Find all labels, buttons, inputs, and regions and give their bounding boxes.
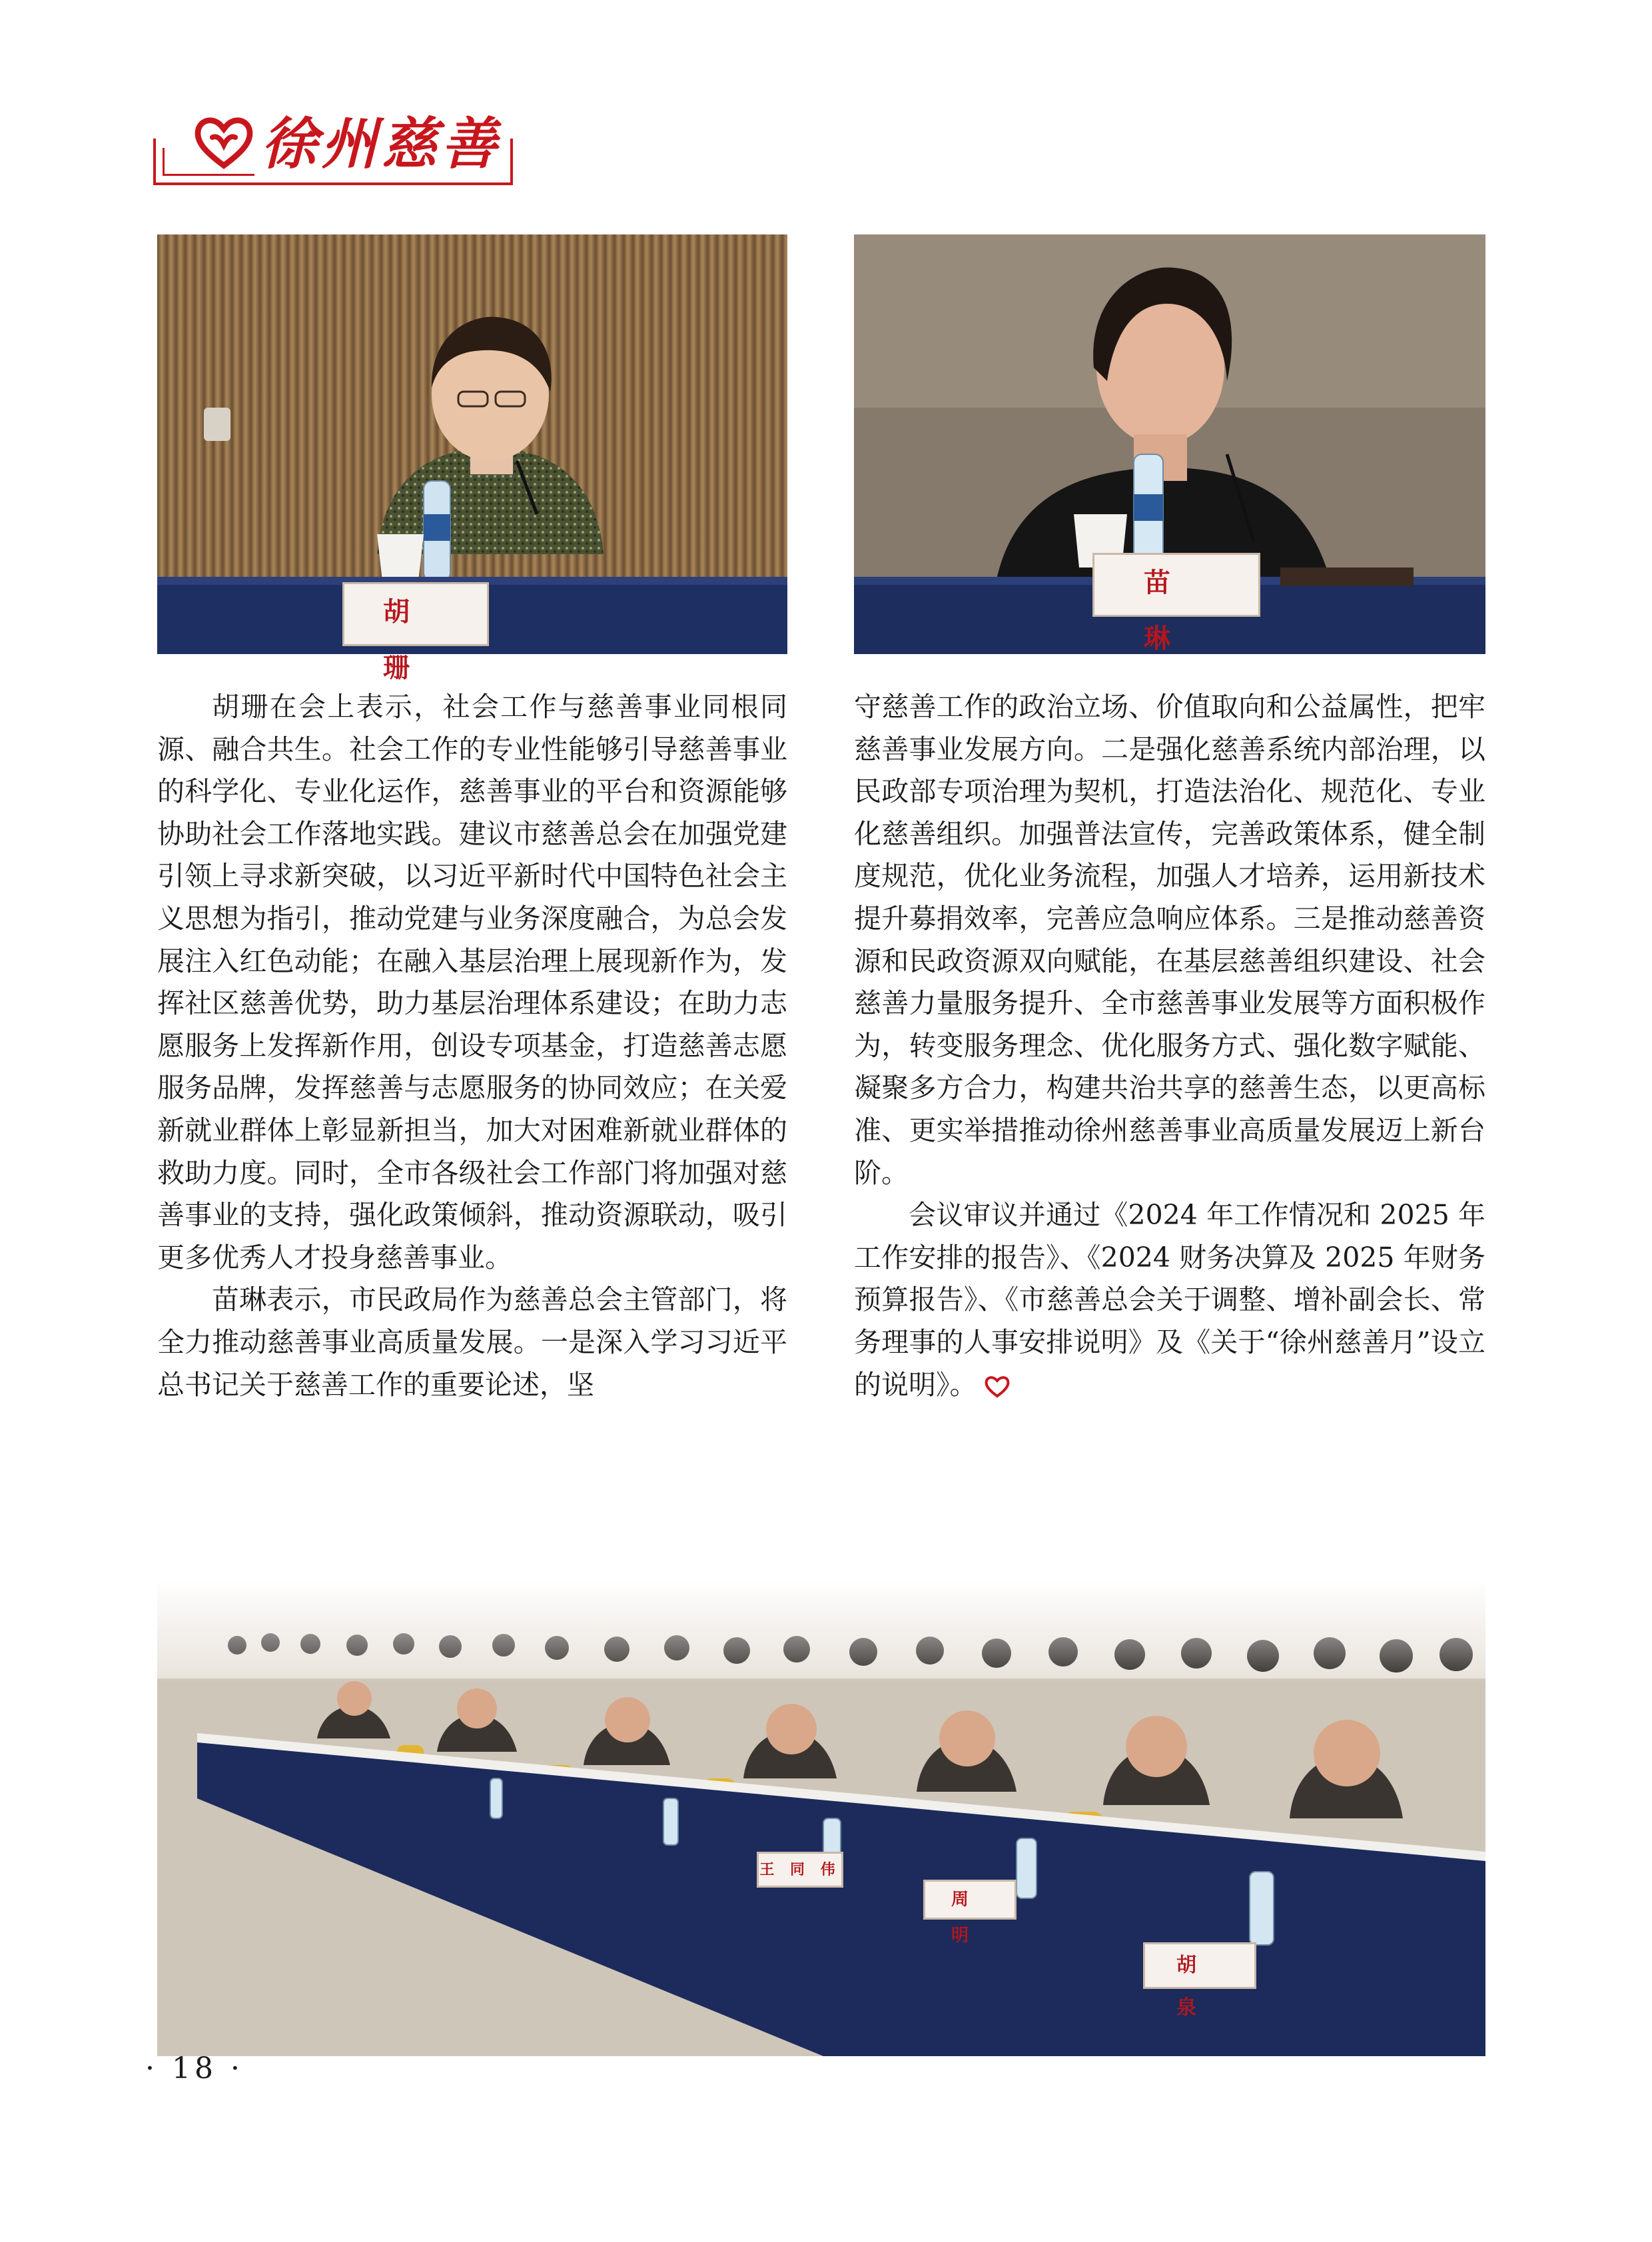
- nameplate-left: 胡 珊: [342, 582, 489, 646]
- paragraph-text: 会议审议并通过《2024 年工作情况和 2025 年工作安排的报告》、《2024 财务决算及 2025 年财务预算报告》、《市慈善总会关于调整、增补副会长、常务理事的人事安排说明》及《关于“徐州慈善月”设立的说明》。: [854, 1199, 1485, 1401]
- masthead: [153, 100, 513, 187]
- paragraph: 苗琳表示，市民政局作为慈善总会主管部门，将全力推动慈善事业高质量发展。一是深入学习习近平总书记关于慈善工作的重要论述，坚: [157, 1284, 787, 1401]
- heart-hands-logo-icon: [192, 109, 256, 173]
- heart-icon: [984, 1375, 1011, 1399]
- nameplate-right: 苗 琳: [1092, 553, 1260, 617]
- nameplate-bottom-1: 胡 泉: [1143, 1942, 1256, 1989]
- meeting-photo: [157, 1579, 1485, 2056]
- nameplate-bottom-2: 周 明: [923, 1880, 1017, 1920]
- paragraph: [854, 1194, 1485, 1406]
- speaker-photo-right: [854, 234, 1485, 654]
- masthead-title: 徐州慈善: [254, 112, 508, 176]
- paragraph: 守慈善工作的政治立场、价值取向和公益属性，把牢慈善事业发展方向。二是强化慈善系统内部治理，以民政部专项治理为契机，打造法治化、规范化、专业化慈善组织。加强普法宣传，完善政策体系，健全制度规范，优化业务流程，加强人才培养，运用新技术提升募捐效率，完善应急响应体系。三是推动慈善资源和民政资源双向赋能，在基层慈善组织建设、社会慈善力量服务提升、全市慈善事业发展等方面积极作为，转变服务理念、优化服务方式、强化数字赋能、凝聚多方合力，构建共治共享的慈善生态，以更高标准、更实举措推动徐州慈善事业高质量发展迈上新台阶。: [854, 691, 1485, 1189]
- page-number: · 18 ·: [145, 2052, 244, 2085]
- speaker-photo-left: [157, 234, 787, 683]
- article-column-left: [157, 686, 787, 1406]
- nameplate-bottom-3: 王 同 伟: [757, 1852, 843, 1888]
- paragraph: 胡珊在会上表示，社会工作与慈善事业同根同源、融合共生。社会工作的专业性能够引导慈善事业的科学化、专业化运作，慈善事业的平台和资源能够协助社会工作落地实践。建议市慈善总会在加强党建引领上寻求新突破，以习近平新时代中国特色社会主义思想为指引，推动党建与业务深度融合，为总会发展注入红色动能；在融入基层治理上展现新作为，发挥社区慈善优势，助力基层治理体系建设；在助力志愿服务上发挥新作用，创设专项基金，打造慈善志愿服务品牌，发挥慈善与志愿服务的协同效应；在关爱新就业群体上彰显新担当，加大对困难新就业群体的救助力度。同时，全市各级社会工作部门将加强对慈善事业的支持，强化政策倾斜，推动资源联动，吸引更多优秀人才投身慈善事业。: [157, 691, 787, 1274]
- article-column-right: [854, 686, 1485, 1406]
